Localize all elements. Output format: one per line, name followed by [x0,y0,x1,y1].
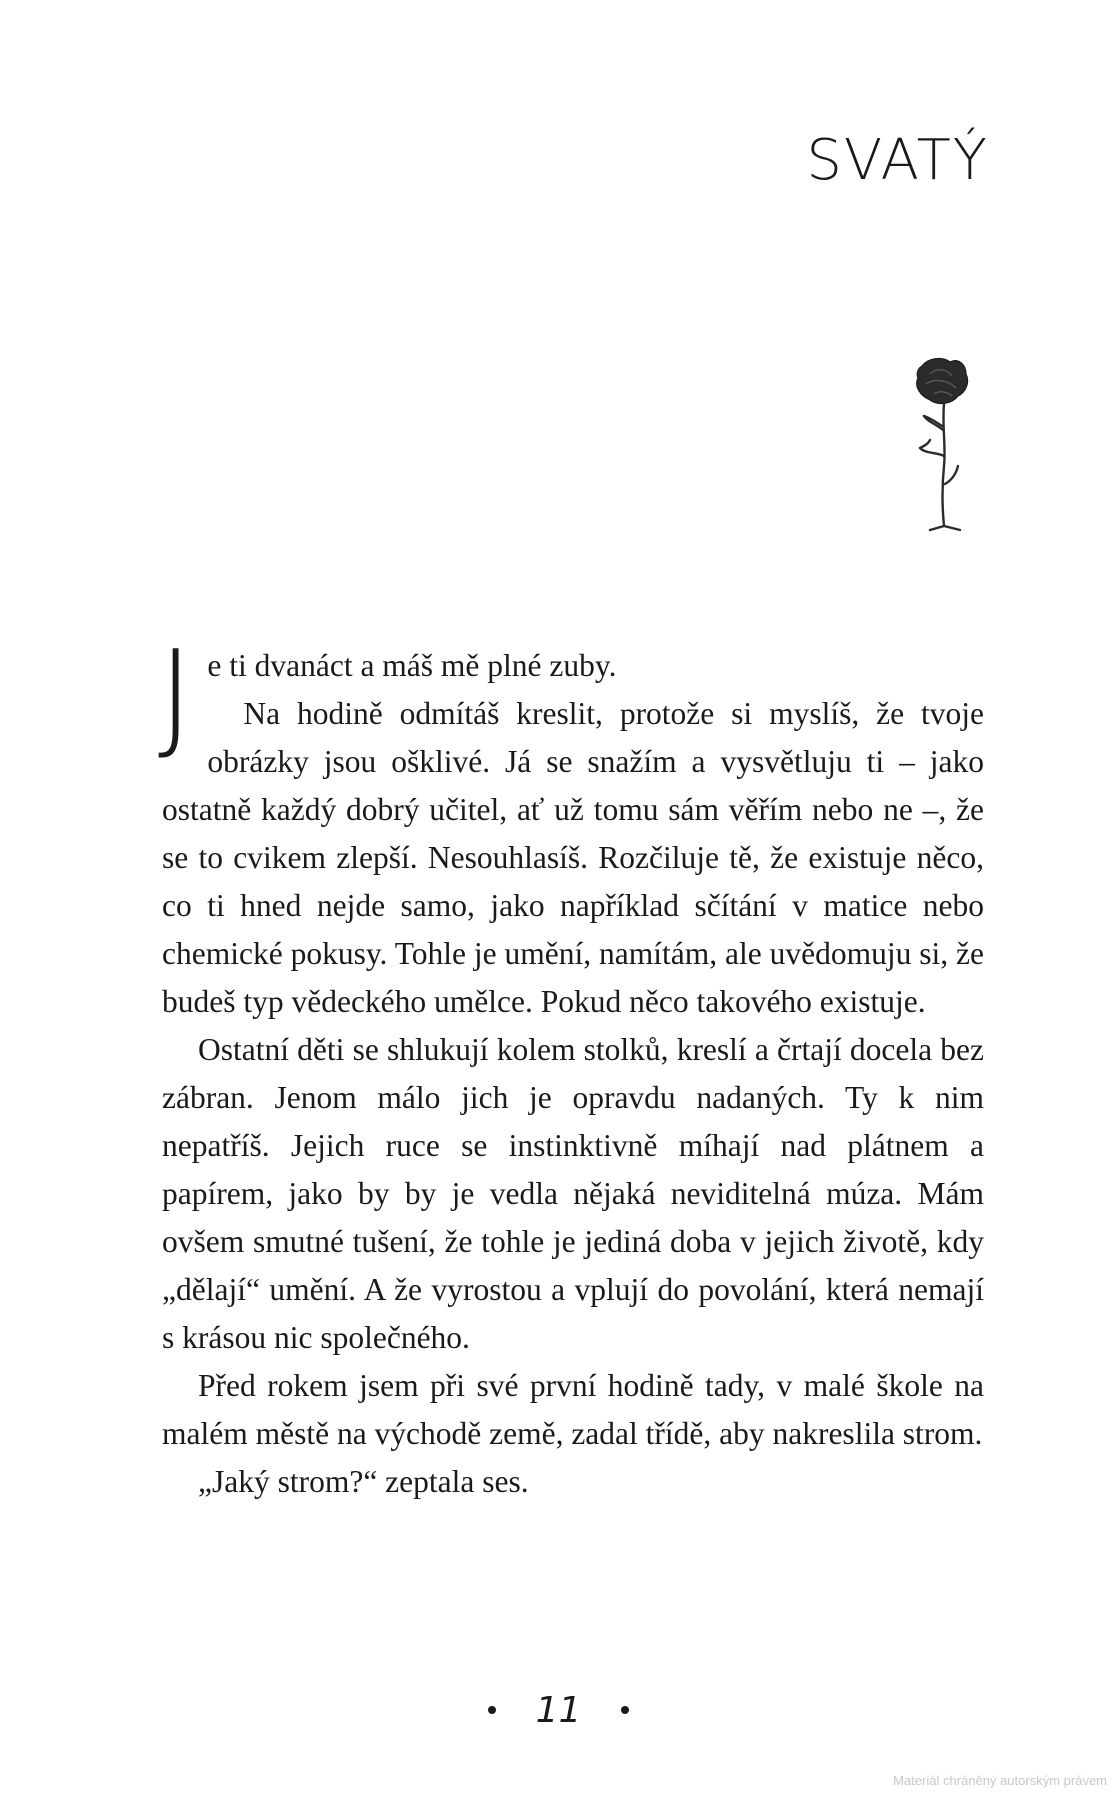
paragraph-1: e ti dvanáct a máš mě plné zuby. [207,648,617,683]
copyright-watermark: Materiál chráněný autorským právem [893,1773,1107,1788]
body-text [158,626,984,1506]
drop-cap: J [158,626,194,765]
paragraph-5: „Jaký strom?“ zeptala ses. [198,1464,529,1499]
page-footer [0,1690,1117,1731]
rose-icon [908,356,978,532]
paragraph-4: Před rokem jsem při své první hodině tady, v malé škole na malém městě na východě země, zadal třídě, aby nakreslila strom. [162,1368,984,1451]
page-number: 11 [535,1690,582,1731]
paragraph-3: Ostatní děti se shlukují kolem stolků, kreslí a črtají docela bez zábran. Jenom málo jich je opravdu nadaných. Ty k nim nepatříš. Jejich ruce se instinktivně míhají nad plátnem a papírem, jako by by je vedla nějaká neviditelná múza. Mám ovšem smutné tušení, že tohle je jediná doba v jejich životě, kdy „dělají“ umění. A že vyrostou a vplují do povolání, která nemají s krásou nic společného. [162,1032,984,1355]
bullet-right-icon [621,1706,629,1714]
paragraph-2: Na hodině odmítáš kreslit, protože si myslíš, že tvoje obrázky jsou ošklivé. Já se snažím a vysvětluju ti – jako ostatně každý dobrý učitel, ať už tomu sám věřím nebo ne –, že se to cvikem zlepší. Nesouhlasíš. Rozčiluje tě, že existuje něco, co ti hned nejde samo, jako například sčítání v matice nebo chemické pokusy. Tohle je umění, namítám, ale uvědomuju si, že budeš typ vědeckého umělce. Pokud něco takového existuje. [162,696,984,1019]
bullet-left-icon [488,1706,496,1714]
chapter-title: SVATÝ [806,128,989,193]
